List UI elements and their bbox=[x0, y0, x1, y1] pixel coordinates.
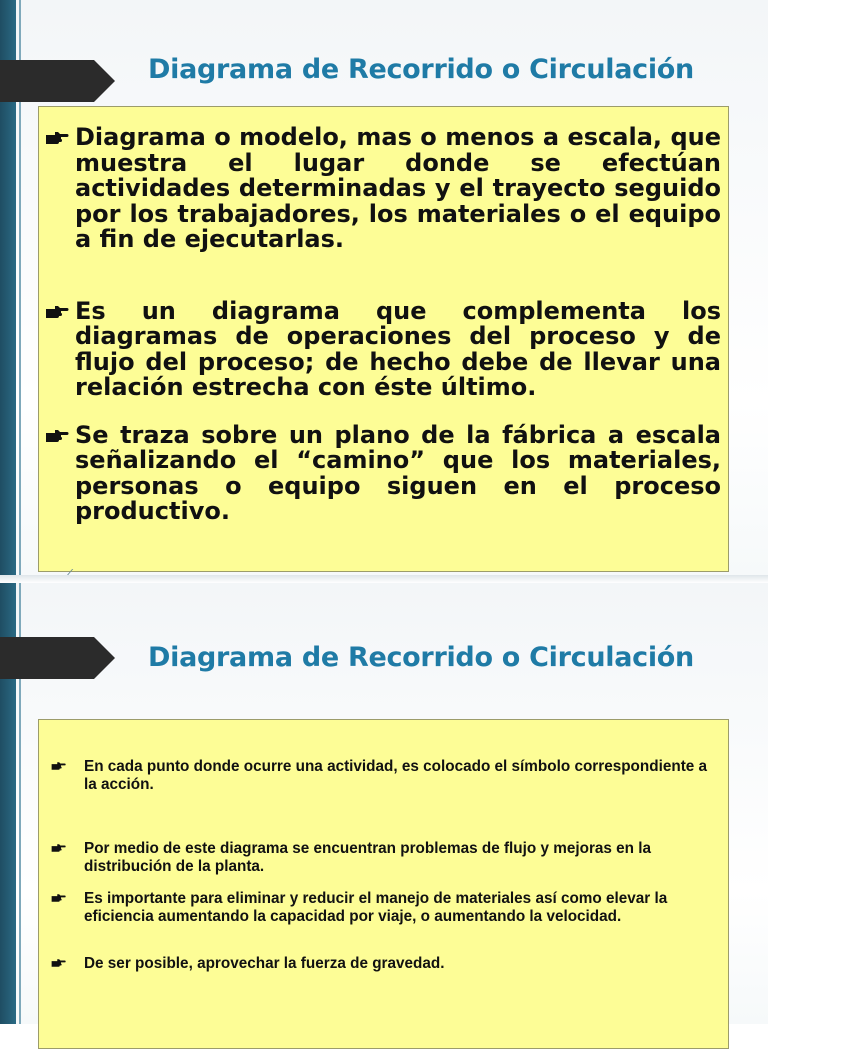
slide-separator bbox=[0, 575, 768, 583]
slide-1 bbox=[0, 0, 768, 575]
hand-pointing-right-icon bbox=[45, 125, 75, 145]
hand-pointing-right-icon bbox=[47, 890, 84, 903]
bullet-text: Es un diagrama que complementa los diagramas de operaciones del proceso y de flujo del proceso; de hecho debe de llevar una relación estrecha con éste último. bbox=[75, 296, 721, 401]
bullet-item bbox=[47, 758, 718, 793]
slide-title: Diagrama de Recorrido o Circulación bbox=[148, 54, 694, 85]
bullet-item bbox=[47, 840, 718, 875]
hand-pointing-right-icon bbox=[47, 955, 84, 968]
bullet-item bbox=[45, 125, 721, 253]
bullet-item bbox=[47, 890, 718, 925]
bullet-text: De ser posible, aprovechar la fuerza de gravedad. bbox=[84, 955, 445, 972]
bullet-text: Por medio de este diagrama se encuentran problemas de flujo y mejoras en la distribución de la planta. bbox=[84, 840, 652, 875]
bullet-text: Diagrama o modelo, mas o menos a escala, que muestra el lugar donde se efectúan actividades determinadas y el trayecto seguido por los trabajadores, los materiales o el equipo a fin de ejecutarlas. bbox=[75, 123, 721, 253]
hand-pointing-right-icon bbox=[45, 299, 75, 319]
bullet-text: Es importante para eliminar y reducir el manejo de materiales así como elevar la eficiencia aumentando la capacidad por viaje, o aumentando la velocidad. bbox=[84, 890, 668, 925]
hand-pointing-right-icon bbox=[45, 423, 75, 443]
content-box bbox=[38, 719, 729, 1049]
slide-2 bbox=[0, 583, 768, 1024]
hand-pointing-right-icon bbox=[47, 758, 84, 771]
bullet-item bbox=[45, 420, 721, 525]
hand-pointing-right-icon bbox=[47, 840, 84, 853]
bullet-item bbox=[47, 955, 718, 973]
bullet-text: En cada punto donde ocurre una actividad, es colocado el símbolo correspondiente a la acción. bbox=[84, 758, 708, 793]
slide-title: Diagrama de Recorrido o Circulación bbox=[148, 642, 694, 673]
bullet-text: Se traza sobre un plano de la fábrica a escala señalizando el “camino” que los materiales, personas o equipo siguen en el proceso productivo. bbox=[75, 420, 721, 525]
content-box bbox=[38, 106, 729, 572]
bullet-item bbox=[45, 296, 721, 401]
